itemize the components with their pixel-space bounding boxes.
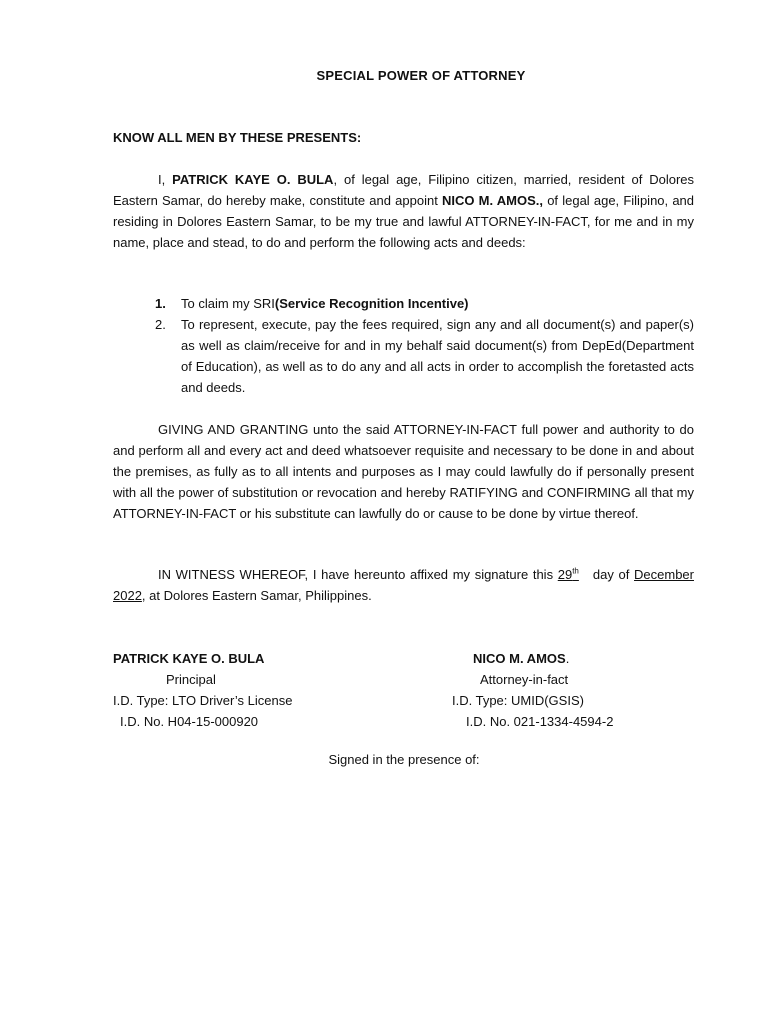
attorney-signature-block [452,648,613,732]
witness-text-post: , at Dolores Eastern Samar, Philippines. [141,588,372,603]
witness-paragraph [113,564,694,606]
attorney-id-type: I.D. Type: UMID(GSIS) [452,693,584,708]
attorney-name-inline: NICO M. AMOS., [441,193,544,208]
principal-id-number: I.D. No. H04-15-000920 [120,714,259,729]
principal-signature-block [113,648,292,732]
witness-text-pre: IN WITNESS WHEREOF, I have hereunto affixed my signature this [158,567,558,582]
sri-label: (Service Recognition Incentive) [274,296,469,311]
granting-text: GIVING AND GRANTING unto the said ATTORNEY-IN-FACT full power and authority to do and perform all and every act and deed whatsoever requisite and necessary to be done in and about the premises, as fully as to all intents and purposes as I may could lawfully do if personally present with all the power of substitution or revocation and hereby RATIFYING and CONFIRMING all that my ATTORNEY-IN-FACT or his substitute can lawfully do or cause to be done by virtue thereof. [113,422,694,521]
list-item-number: 2. [155,317,166,332]
attorney-role: Attorney-in-fact [480,672,569,687]
principal-name-inline: PATRICK KAYE O. BULA [172,172,334,187]
attorney-name-line [452,648,613,669]
witness-text-mid: day of [578,567,635,582]
day-number: 29 [557,567,573,582]
attorney-id-number: I.D. No. 021-1334-4594-2 [466,714,614,729]
signature-month-year: December 2022 [113,567,694,603]
principal-id-type: I.D. Type: LTO Driver’s License [113,693,293,708]
list-item-text: To represent, execute, pay the fees required, sign any and all document(s) and paper(s) as well as claim/receive for and in my behalf said document(s) from DepEd(Department of Education), as well as to do any and all acts in order to accomplish the foretasted acts and deeds. [181,317,694,395]
day-suffix: th [572,566,579,576]
signature-day [558,567,579,582]
principal-role: Principal [166,672,216,687]
intro-text-mid: , of legal age, Filipino citizen, married, resident of Dolores Eastern Samar, do hereby make, constitute and appoint [113,172,695,208]
signed-in-presence-label: Signed in the presence of: [328,752,480,767]
list-item-text: To claim my SRI [181,296,275,311]
salutation: KNOW ALL MEN BY THESE PRESENTS: [113,130,362,145]
principal-name: PATRICK KAYE O. BULA [113,651,265,666]
list-item [155,314,694,398]
intro-text-pre: I, [158,172,173,187]
acts-list [155,293,694,398]
attorney-name: NICO M. AMOS [473,651,566,666]
list-item [155,293,694,314]
intro-paragraph [113,169,694,253]
intro-text-post: of legal age, Filipino, and residing in Dolores Eastern Samar, to be my true and lawful ATTORNEY-IN-FACT, for me and in my name, place and stead, to do and perform the following acts and deeds: [113,193,695,250]
list-item-number: 1. [155,296,166,311]
document-title: SPECIAL POWER OF ATTORNEY [316,68,526,83]
attorney-name-suffix: . [565,651,570,666]
granting-paragraph [113,419,694,524]
